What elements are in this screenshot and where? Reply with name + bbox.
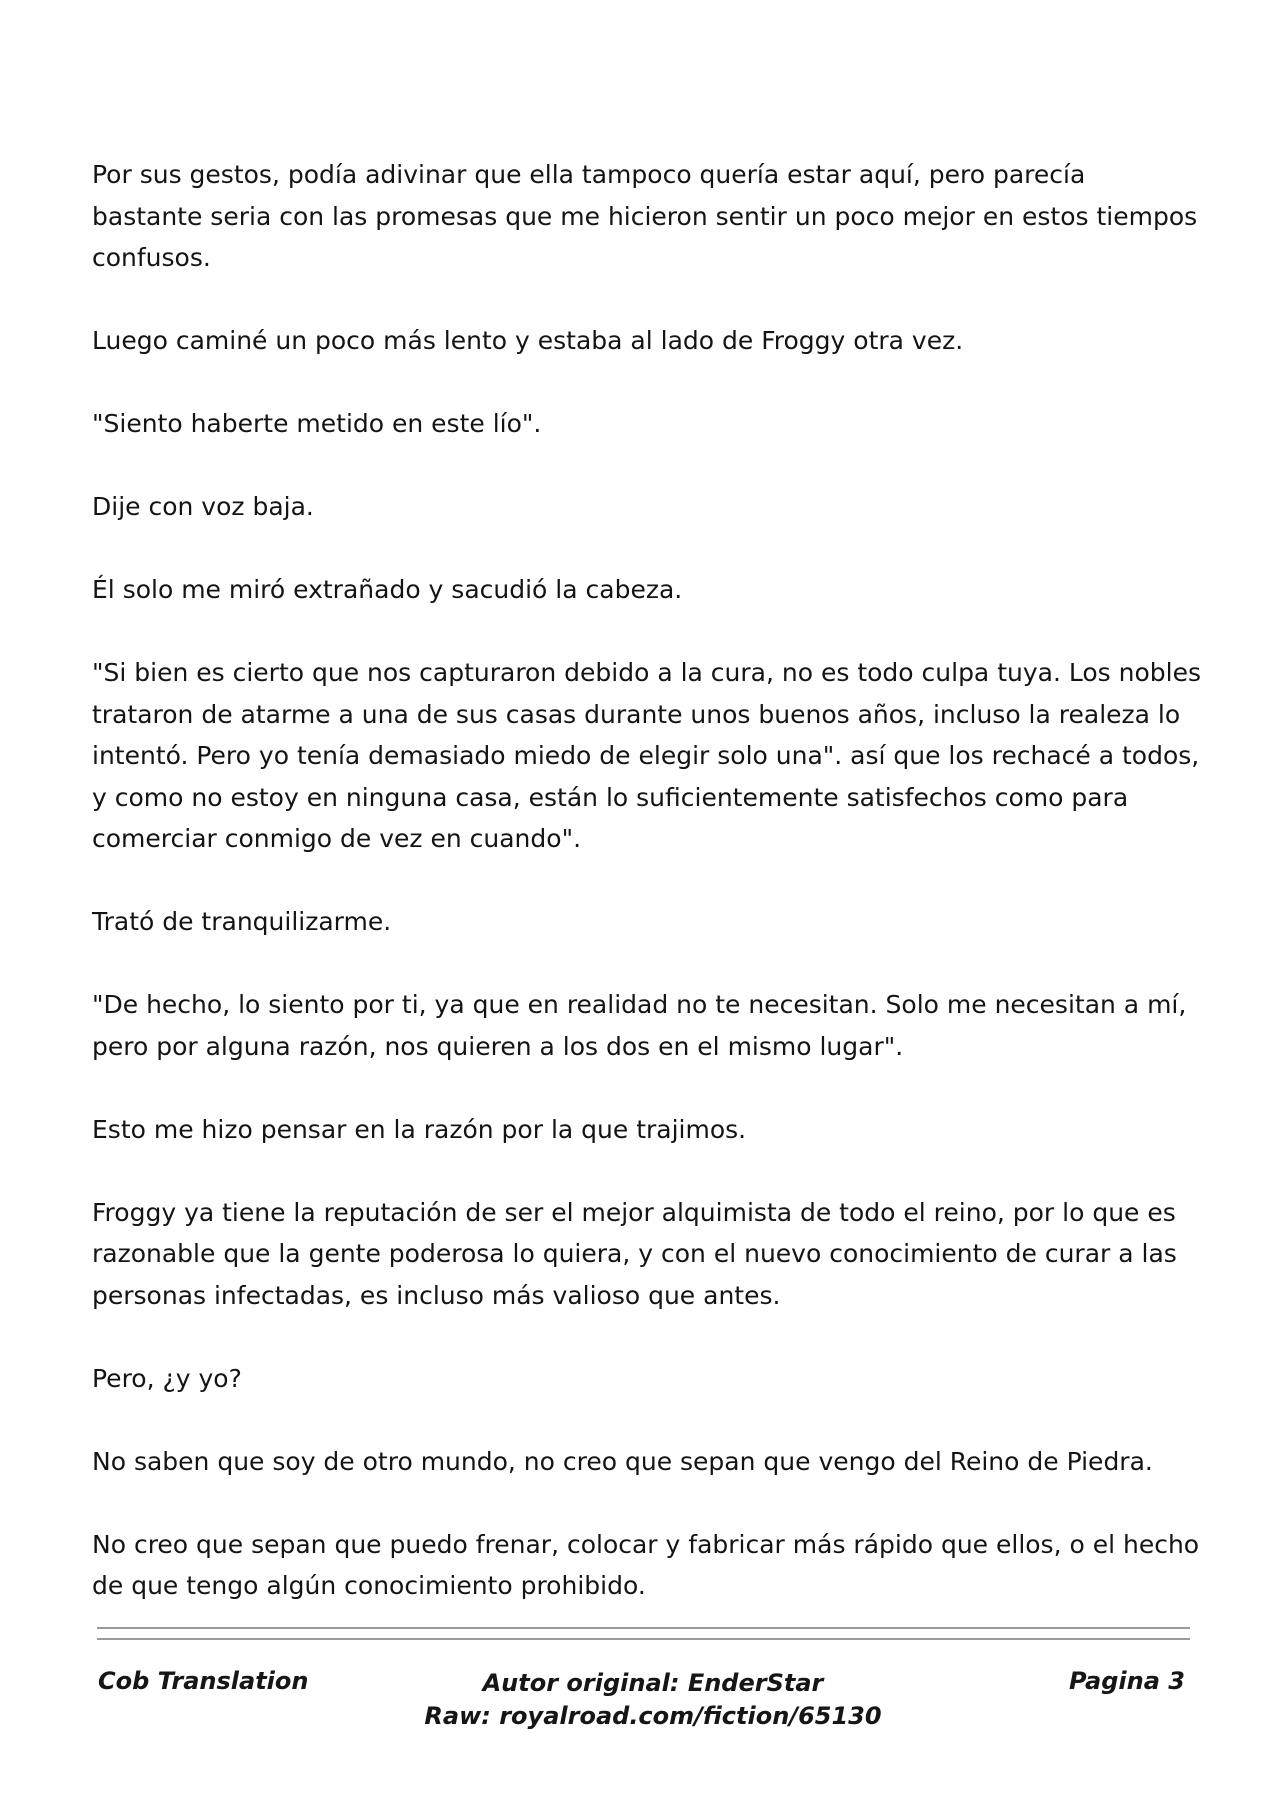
body-text [92,154,1202,1648]
footer-author: Autor original: EnderStar [482,1669,824,1697]
paragraph: Trató de tranquilizarme. [92,907,392,936]
paragraph: Froggy ya tiene la reputación de ser el mejor alquimista de todo el reino, por lo que es razonable que la gente poderosa lo quiera, y con el nuevo conocimiento de curar a las personas infectadas, es incluso más valioso que antes. [92,1197,1177,1310]
paragraph: Pero, ¿y yo? [92,1363,242,1393]
footer-divider-top [97,1627,1190,1629]
paragraph: Dije con voz baja. [92,492,314,521]
paragraph: "Si bien es cierto que nos capturaron debido a la cura, no es todo culpa tuya. Los nobles trataron de atarme a una de sus casas durante unos buenos años, incluso la realeza lo intentó. Pero yo tenía demasiado miedo de elegir solo una". así que los rechacé a todos, y como no estoy en ninguna casa, están lo suficientemente satisfechos como para comerciar conmigo de vez en cuando". [92,658,1201,853]
footer-source: Raw: royalroad.com/fiction/65130 [424,1702,882,1730]
footer-divider-bottom [97,1638,1190,1640]
paragraph: Esto me hizo pensar en la razón por la que trajimos. [92,1114,747,1144]
paragraph: No creo que sepan que puedo frenar, colocar y fabricar más rápido que ellos, o el hecho de que tengo algún conocimiento prohibido. [92,1529,1200,1600]
paragraph: "Siento haberte metido en este lío". [92,409,542,438]
paragraph: Él solo me miró extrañado y sacudió la cabeza. [92,575,683,604]
footer-page-number: Pagina 3 [1069,1667,1185,1695]
footer-translator: Cob Translation [98,1667,309,1695]
paragraph: No saben que soy de otro mundo, no creo que sepan que vengo del Reino de Piedra. [92,1446,1153,1476]
paragraph: "De hecho, lo siento por ti, ya que en realidad no te necesitan. Solo me necesitan a mí, pero por alguna razón, nos quieren a los dos en el mismo lugar". [92,990,1187,1061]
paragraph: Luego caminé un poco más lento y estaba al lado de Froggy otra vez. [92,326,964,355]
paragraph: Por sus gestos, podía adivinar que ella tampoco quería estar aquí, pero parecía bastante seria con las promesas que me hicieron sentir un poco mejor en estos tiempos confusos. [92,160,1198,272]
